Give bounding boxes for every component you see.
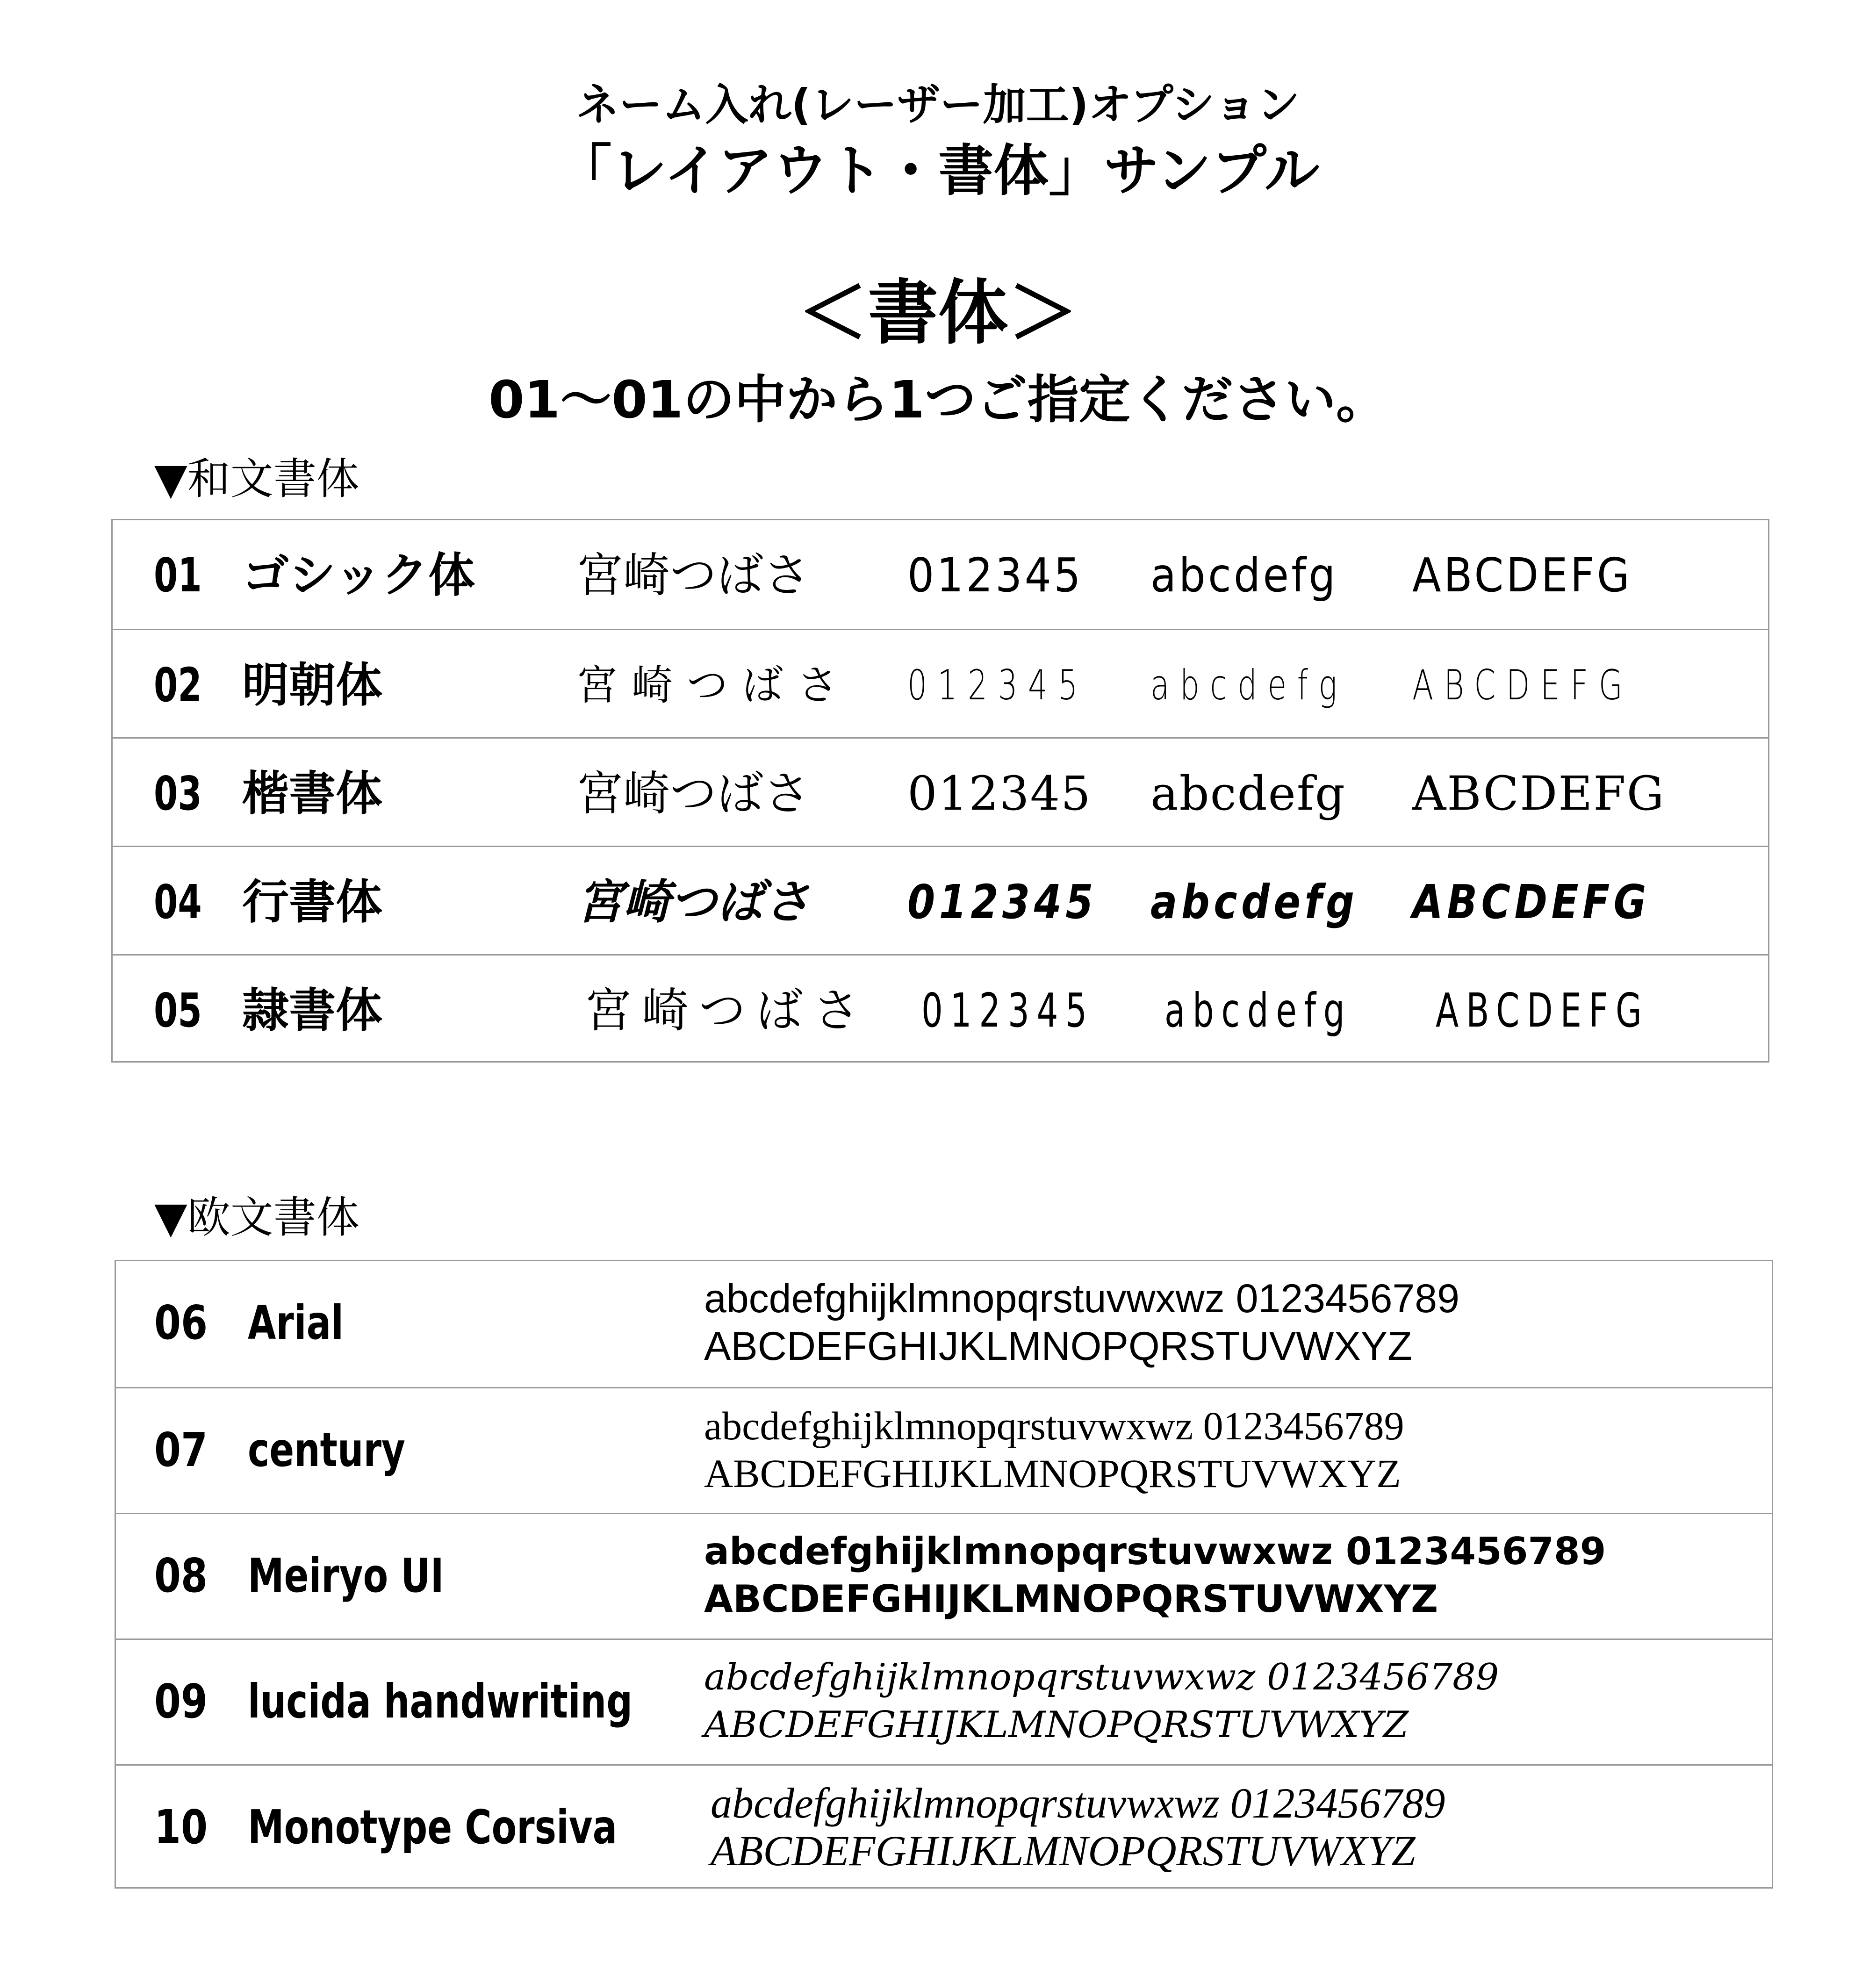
sample-kanji: 宮崎つばさ xyxy=(585,983,870,1038)
japanese-fonts-label: ▼和文書体 xyxy=(154,454,359,504)
western-fonts-label: ▼欧文書体 xyxy=(154,1193,359,1243)
font-option-03[interactable] xyxy=(113,737,1768,846)
sample-uppercase: ABCDEFG xyxy=(1412,766,1665,821)
title-line-2: 「レイアウト・書体」サンプル xyxy=(556,138,1320,203)
sample-lowercase: abcdefg xyxy=(1150,661,1348,709)
font-number: 10 xyxy=(154,1800,208,1854)
font-name: Arial xyxy=(248,1295,344,1350)
font-number: 05 xyxy=(154,983,202,1038)
font-option-02[interactable] xyxy=(113,629,1768,737)
sample-uppercase: ABCDEFGHIJKLMNOPQRSTUVWXYZ xyxy=(704,1451,1401,1496)
font-name: 行書体 xyxy=(242,875,382,929)
font-number: 04 xyxy=(154,875,202,929)
sample-digits: 012345 xyxy=(907,875,1097,929)
sample-uppercase: ABCDEFGHIJKLMNOPQRSTUVWXYZ xyxy=(711,1827,1416,1875)
sample-digits: 012345 xyxy=(921,983,1094,1038)
sample-lowercase-digits: abcdefghijklmnopqrstuvwxwz 0123456789 xyxy=(704,1530,1606,1573)
sample-kanji: 宮崎つばさ xyxy=(576,661,853,709)
font-name: ゴシック体 xyxy=(242,548,475,603)
sample-uppercase: ABCDEFG xyxy=(1436,983,1649,1038)
sample-kanji: 宮崎つばさ xyxy=(576,548,810,603)
sample-lowercase-digits: abcdefghijklmnopqrstuvwxwz 0123456789 xyxy=(704,1403,1404,1448)
font-number: 09 xyxy=(154,1674,208,1729)
sample-lowercase-digits: abcdefghijklmnopqrstuvwxwz 0123456789 xyxy=(704,1276,1459,1321)
title-line-1: ネーム入れ(レーザー加工)オプション xyxy=(576,80,1300,130)
sample-uppercase: ABCDEFGHIJKLMNOPQRSTUVWXYZ xyxy=(704,1577,1438,1621)
western-fonts-table xyxy=(115,1260,1773,1889)
font-name: 明朝体 xyxy=(242,658,382,712)
japanese-fonts-table xyxy=(111,519,1769,1063)
font-number: 08 xyxy=(154,1548,208,1603)
font-name: Monotype Corsiva xyxy=(248,1800,618,1854)
instruction-text: 01～01の中から1つご指定ください。 xyxy=(489,370,1387,430)
sample-uppercase: ABCDEFG xyxy=(1412,548,1632,603)
sample-uppercase: ABCDEFG xyxy=(1412,661,1633,709)
font-number: 03 xyxy=(154,766,202,821)
sample-lowercase-digits: abcdefghijklmnopqrstuvwxwz 0123456789 xyxy=(711,1779,1445,1827)
sample-lowercase: abcdefg xyxy=(1150,548,1338,603)
font-option-05[interactable] xyxy=(113,954,1768,1063)
font-number: 07 xyxy=(154,1423,208,1477)
font-option-09[interactable] xyxy=(116,1638,1772,1764)
font-number: 06 xyxy=(154,1295,208,1350)
font-number: 01 xyxy=(154,548,202,603)
font-option-06[interactable] xyxy=(116,1261,1772,1387)
font-name: 楷書体 xyxy=(242,766,382,821)
sample-lowercase-digits: abcdefghijklmnopqrstuvwxwz 0123456789 xyxy=(704,1656,1499,1698)
font-name: 隷書体 xyxy=(242,983,382,1038)
sample-kanji: 宮崎つばさ xyxy=(576,766,810,821)
font-option-10[interactable] xyxy=(116,1764,1772,1890)
font-option-08[interactable] xyxy=(116,1513,1772,1638)
font-number: 02 xyxy=(154,658,202,712)
sample-lowercase: abcdefg xyxy=(1164,983,1352,1038)
font-name: Meiryo UI xyxy=(248,1548,444,1603)
font-option-01[interactable] xyxy=(113,520,1768,629)
font-option-04[interactable] xyxy=(113,846,1768,954)
section-heading: ＜書体＞ xyxy=(798,273,1078,354)
sample-uppercase: ABCDEFG xyxy=(1412,875,1650,929)
sample-uppercase: ABCDEFGHIJKLMNOPQRSTUVWXYZ xyxy=(704,1704,1409,1746)
font-name: century xyxy=(248,1423,405,1477)
font-name: lucida handwriting xyxy=(248,1674,633,1729)
sample-lowercase: abcdefg xyxy=(1150,766,1346,821)
sample-lowercase: abcdefg xyxy=(1150,875,1358,929)
sample-digits: 012345 xyxy=(907,766,1092,821)
sample-digits: 012345 xyxy=(907,661,1088,709)
font-option-07[interactable] xyxy=(116,1387,1772,1513)
sample-kanji: 宮崎つばさ xyxy=(576,875,810,929)
sample-digits: 012345 xyxy=(907,548,1083,603)
sample-uppercase: ABCDEFGHIJKLMNOPQRSTUVWXYZ xyxy=(704,1324,1412,1369)
